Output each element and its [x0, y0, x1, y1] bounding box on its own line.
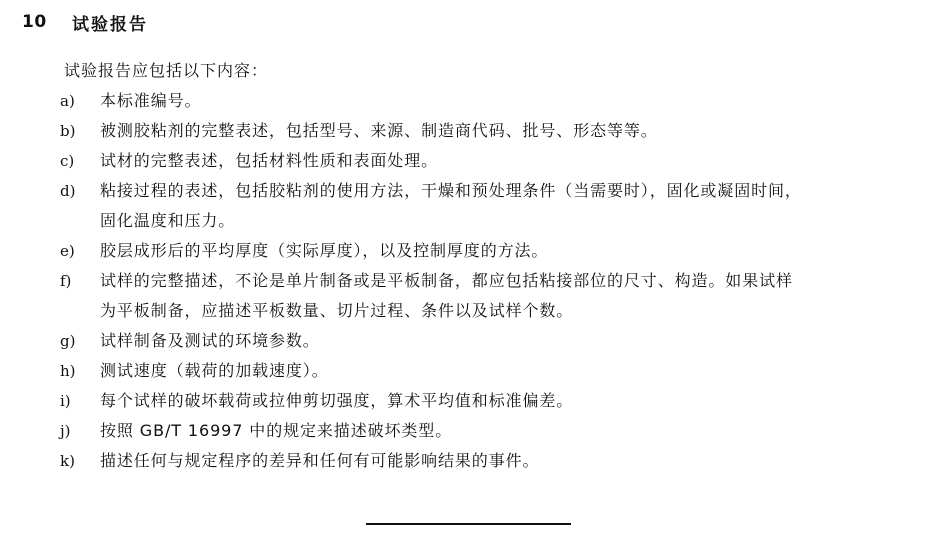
list-marker: i) [60, 392, 71, 410]
list-marker: g) [60, 332, 76, 350]
end-rule [366, 523, 571, 525]
list-item-text: 被测胶粘剂的完整表述，包括型号、来源、制造商代码、批号、形态等等。 [100, 121, 658, 140]
list-item-text: 试样制备及测试的环境参数。 [100, 331, 320, 350]
list-item [60, 446, 920, 476]
section-title: 试验报告 [72, 14, 148, 35]
report-content-list [60, 86, 920, 476]
list-marker: d) [60, 182, 76, 200]
list-item-text: 试材的完整表述，包括材料性质和表面处理。 [100, 151, 439, 170]
list-item [60, 236, 920, 266]
list-marker: j) [60, 422, 71, 440]
list-marker: b) [60, 122, 76, 140]
list-marker: k) [60, 452, 75, 470]
list-marker: a) [60, 92, 75, 110]
intro-paragraph: 试验报告应包括以下内容： [64, 61, 269, 80]
list-item [60, 386, 920, 416]
list-item [60, 416, 920, 446]
list-item [60, 116, 920, 146]
list-item-text: 每个试样的破坏载荷或拉伸剪切强度，算术平均值和标准偏差。 [100, 391, 574, 410]
list-marker: h) [60, 362, 76, 380]
list-item-text: 测试速度（载荷的加载速度）。 [100, 361, 329, 380]
list-item [60, 266, 920, 326]
list-marker: c) [60, 152, 75, 170]
section-number: 10 [22, 12, 47, 32]
section-heading [22, 8, 148, 36]
list-item-text: 胶层成形后的平均厚度（实际厚度），以及控制厚度的方法。 [100, 241, 549, 260]
list-item [60, 86, 920, 116]
list-item-text: 描述任何与规定程序的差异和任何有可能影响结果的事件。 [100, 451, 540, 470]
list-item [60, 176, 920, 236]
list-item-text: 试样的完整描述，不论是单片制备或是平板制备，都应包括粘接部位的尺寸、构造。如果试样 为平板制备，应描述平板数量、切片过程、条件以及试样个数。 [100, 271, 793, 320]
list-item [60, 326, 920, 356]
list-marker: f) [60, 272, 72, 290]
list-item [60, 356, 920, 386]
list-marker: e) [60, 242, 75, 260]
list-item-text: 按照 GB/T 16997 中的规定来描述破坏类型。 [100, 421, 453, 440]
list-item-text: 粘接过程的表述，包括胶粘剂的使用方法，干燥和预处理条件（当需要时），固化或凝固时间， 固化温度和压力。 [100, 181, 802, 230]
list-item [60, 146, 920, 176]
list-item-text: 本标准编号。 [100, 91, 202, 110]
